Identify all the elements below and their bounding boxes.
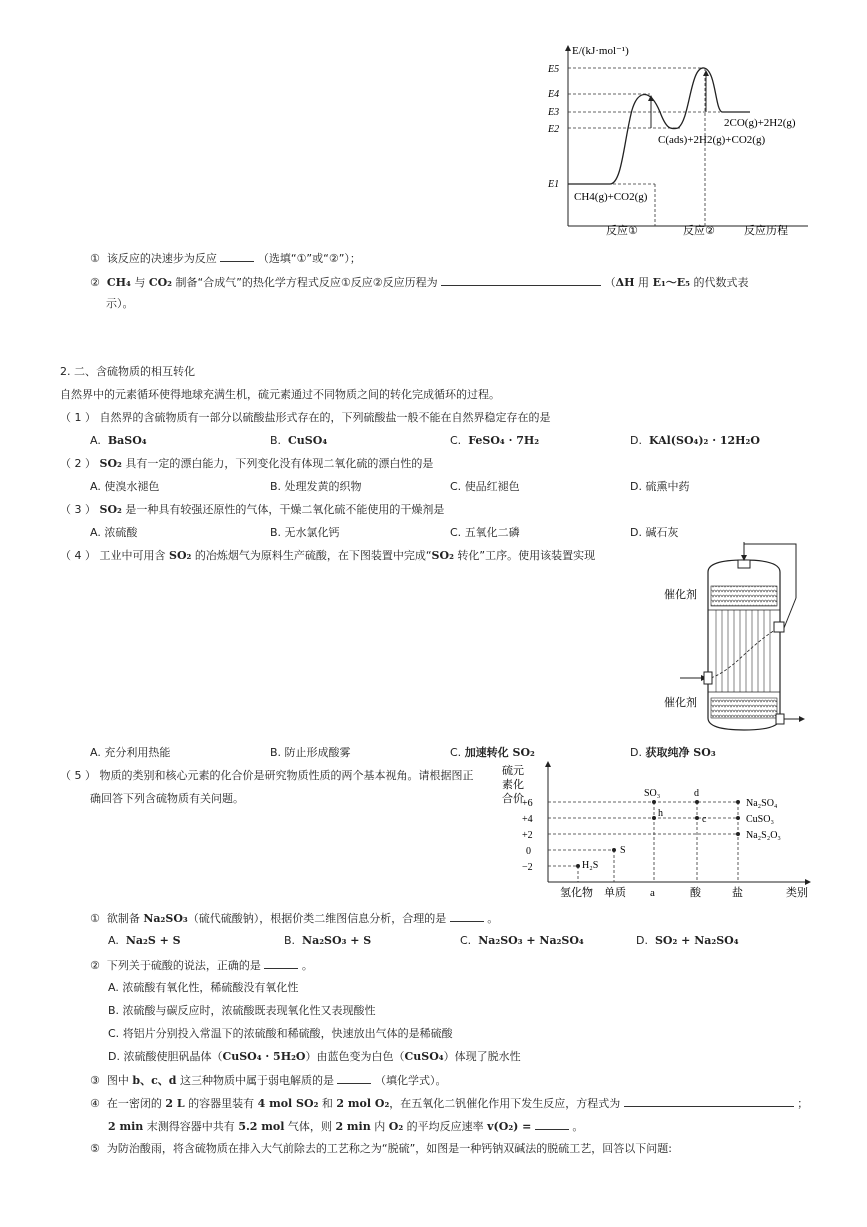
answer-blank[interactable]: [624, 1096, 794, 1107]
q1-option-a[interactable]: A. BaSO₄: [90, 434, 147, 447]
point-h2s: H₂S: [582, 860, 599, 871]
q5-2-option-c[interactable]: C. 将铝片分别投入常温下的浓硫酸和稀硫酸，快速放出气体的是稀硫酸: [108, 1027, 453, 1040]
q5-2-option-b[interactable]: B. 浓硫酸与碳反应时，浓硫酸既表现氧化性又表现酸性: [108, 1004, 376, 1017]
point-d: d: [694, 788, 699, 799]
level-e2: E2: [548, 124, 560, 135]
species-products: 2CO(g)+2H2(g): [724, 117, 796, 129]
y-title-3: 合价: [502, 792, 524, 805]
answer-blank[interactable]: [535, 1119, 569, 1130]
x-label-a: a: [650, 887, 655, 899]
q2-option-c[interactable]: C. 使品红褪色: [450, 480, 520, 493]
valence-class-chart: [496, 756, 816, 900]
x-label-reaction-1: 反应①: [606, 224, 638, 237]
y-tick-6: +6: [522, 798, 533, 809]
question-4: （ 4 ） 工业中可用含 SO₂ 的冶炼烟气为原料生产硫酸，在下图装置中完成“SO₂ 转化”工序。使用该装置实现: [60, 549, 596, 562]
level-e5: E5: [548, 64, 560, 75]
q5-1-option-d[interactable]: D. SO₂ + Na₂SO₄: [636, 934, 739, 947]
y-tick-4: +4: [522, 814, 533, 825]
q5-sub-5: ⑤ 为防治酸雨，将含硫物质在排入大气前除去的工艺称之为“脱硫”，如图是一种钙钠双碱法的脱硫工艺，回答以下问题:: [90, 1142, 672, 1155]
q3-option-b[interactable]: B. 无水氯化钙: [270, 526, 340, 539]
answer-blank[interactable]: [264, 958, 298, 969]
question-5: （ 5 ） 物质的类别和核心元素的化合价是研究物质性质的两个基本视角。请根据图正: [60, 769, 474, 782]
q3-option-c[interactable]: C. 五氧化二磷: [450, 526, 520, 539]
x-label-progress: 反应历程: [744, 224, 788, 237]
y-tick-0: 0: [526, 846, 531, 857]
q5-sub-4: ④ 在一密闭的 2 L 的容器里装有 4 mol SO₂ 和 2 mol O₂，在五氧化二钒催化作用下发生反应，方程式为 ；: [90, 1097, 809, 1110]
point-cuso3: CuSO₃: [746, 814, 774, 825]
q1-option-d[interactable]: D. KAl(SO₄)₂ · 12H₂O: [630, 434, 760, 447]
x-label-acid: 酸: [690, 886, 701, 899]
q5-2-option-d[interactable]: D. 浓硫酸使胆矾晶体（CuSO₄ · 5H₂O）由蓝色变为白色（CuSO₄）体现了脱水性: [108, 1050, 521, 1063]
x-title: 类别: [786, 886, 808, 899]
point-so3: SO₃: [644, 788, 661, 799]
point-s: S: [620, 845, 626, 856]
q2-option-a[interactable]: A. 使溴水褪色: [90, 480, 160, 493]
point-na2so4: Na₂SO₄: [746, 798, 778, 809]
y-title-1: 硫元: [502, 764, 524, 777]
q4-option-a[interactable]: A. 充分利用热能: [90, 746, 171, 759]
y-tick-2: +2: [522, 830, 533, 841]
point-c: c: [702, 814, 707, 825]
q5-sub-4-cont: 2 min 末测得容器中共有 5.2 mol 气体，则 2 min 内 O₂ 的平均反应速率 v(O₂) = 。: [108, 1120, 584, 1133]
q1-option-b[interactable]: B. CuSO₄: [270, 434, 328, 447]
x-label-reaction-2: 反应②: [683, 224, 715, 237]
q4-option-d[interactable]: D. 获取纯净 SO₃: [630, 746, 716, 759]
point-na2s2o3: Na₂S₂O₃: [746, 830, 781, 841]
q5-sub-1: ① 欲制备 Na₂SO₃（硫代硫酸钠），根据价类二维图信息分析，合理的是 。: [90, 912, 499, 925]
q5-sub-2: ② 下列关于硫酸的说法，正确的是 。: [90, 959, 313, 972]
x-label-hydride: 氢化物: [560, 886, 593, 899]
question-5-cont: 确回答下列含硫物质有关问题。: [90, 792, 244, 805]
q3-option-d[interactable]: D. 碱石灰: [630, 526, 679, 539]
question-3: （ 3 ） SO₂ 是一种具有较强还原性的气体，干燥二氧化硫不能使用的干燥剂是: [60, 503, 445, 516]
q4-option-c[interactable]: C. 加速转化 SO₂: [450, 746, 535, 759]
reactor-diagram: [656, 538, 806, 738]
section-intro: 自然界中的元素循环使得地球充满生机，硫元素通过不同物质之间的转化完成循环的过程。: [60, 388, 500, 401]
q1-sub-ii: ② CH₄ 与 CO₂ 制备“合成气”的热化学方程式反应①反应②反应历程为 （ΔH 用 E₁～E₅ 的代数式表: [90, 276, 749, 289]
q5-1-option-b[interactable]: B. Na₂SO₃ + S: [284, 934, 372, 947]
level-e4: E4: [548, 89, 560, 100]
q5-sub-3: ③ 图中 b、c、d 这三种物质中属于弱电解质的是 （填化学式）。: [90, 1074, 447, 1087]
q1-sub-i: ① 该反应的决速步为反应 （选填“①”或“②”）；: [90, 252, 361, 265]
q4-option-b[interactable]: B. 防止形成酸雾: [270, 746, 351, 759]
q3-option-a[interactable]: A. 浓硫酸: [90, 526, 138, 539]
section-title: 2. 二、含硫物质的相互转化: [60, 365, 195, 378]
q5-1-option-c[interactable]: C. Na₂SO₃ + Na₂SO₄: [460, 934, 584, 947]
answer-blank[interactable]: [220, 251, 254, 262]
q1-option-c[interactable]: C. FeSO₄ · 7H₂: [450, 434, 540, 447]
question-1: （ 1 ） 自然界的含硫物质有一部分以硫酸盐形式存在的，下列硫酸盐一般不能在自然界稳定存在的是: [60, 411, 551, 424]
answer-blank[interactable]: [441, 275, 601, 286]
energy-diagram: [540, 40, 820, 240]
q5-1-option-a[interactable]: A. Na₂S + S: [108, 934, 181, 947]
catalyst-label-top: 催化剂: [664, 588, 697, 601]
level-e3: E3: [548, 107, 560, 118]
y-axis-label: E/(kJ·mol⁻¹): [572, 45, 629, 57]
q2-option-d[interactable]: D. 硫熏中药: [630, 480, 690, 493]
x-label-element: 单质: [604, 886, 626, 899]
point-h: h: [658, 808, 663, 819]
species-intermediate: C(ads)+2H2(g)+CO2(g): [658, 134, 766, 146]
y-title-2: 素化: [502, 778, 524, 791]
answer-blank[interactable]: [450, 911, 484, 922]
q1-sub-ii-cont: 示）。: [106, 297, 134, 310]
catalyst-label-bottom: 催化剂: [664, 696, 697, 709]
answer-blank[interactable]: [337, 1073, 371, 1084]
q2-option-b[interactable]: B. 处理发黄的织物: [270, 480, 362, 493]
species-reactants: CH4(g)+CO2(g): [574, 191, 648, 203]
level-e1: E1: [548, 179, 560, 190]
question-2: （ 2 ） SO₂ 具有一定的漂白能力，下列变化没有体现二氧化硫的漂白性的是: [60, 457, 434, 470]
y-tick-neg2: −2: [522, 862, 533, 873]
q5-2-option-a[interactable]: A. 浓硫酸有氧化性，稀硫酸没有氧化性: [108, 981, 299, 994]
x-label-salt: 盐: [732, 886, 743, 899]
